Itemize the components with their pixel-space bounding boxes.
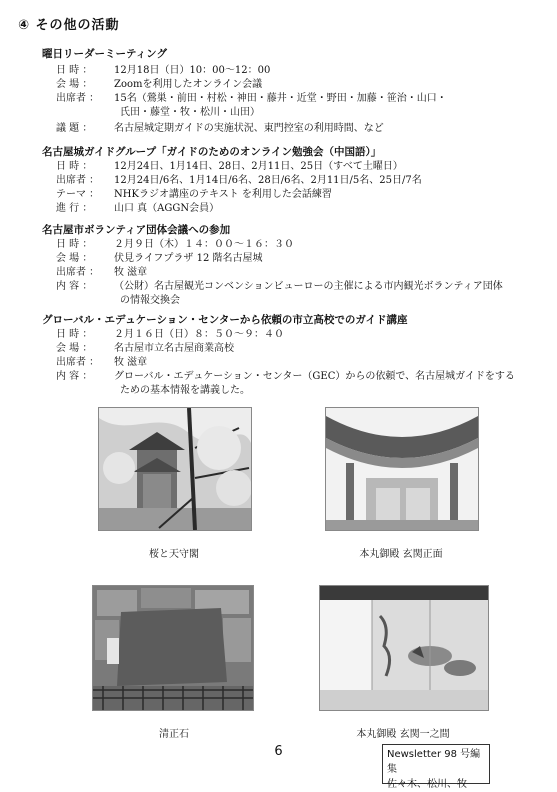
row-value: 名古屋市立名古屋商業高校 xyxy=(114,343,234,354)
editor-credits-line: Newsletter 98 号編集 xyxy=(387,749,481,775)
row-value: （公財）名古屋観光コンベンションビューローの主催による市内観光ボランティア団体 xyxy=(114,281,503,292)
row-label: 議 題 ： xyxy=(56,123,93,134)
photo-kiyomasa-stone xyxy=(92,585,254,711)
row-continuation: ための基本情報を講義した。 xyxy=(120,385,250,396)
row-label: 日 時 ： xyxy=(56,161,93,172)
page-number: 6 xyxy=(274,744,283,759)
section-heading: ④ その他の活動 xyxy=(18,18,120,33)
photo-cherry-castle xyxy=(98,407,252,531)
photo-cherry-castle-image xyxy=(99,408,251,530)
photo-caption: 本丸御殿 玄関一之間 xyxy=(356,729,450,740)
photo-genkan-ichinoma-image xyxy=(320,586,488,710)
row-value: 15名（鶯巣・前田・村松・神田・藤井・近堂・野田・加藤・笹治・山口・ xyxy=(114,93,447,104)
row-label: 出席者 ： xyxy=(56,267,100,278)
photo-caption: 本丸御殿 玄関正面 xyxy=(359,549,443,560)
row-continuation: 氏田・藤堂・牧・松川・山田） xyxy=(120,107,260,118)
section-title-volunteer-meeting: 名古屋市ボランティア団体会議への参加 xyxy=(42,224,231,236)
info-row xyxy=(56,356,147,369)
row-value: 12月18日（日）10：00〜12：00 xyxy=(114,65,271,76)
row-label: 出席者 ： xyxy=(56,175,100,186)
info-row xyxy=(56,238,294,251)
section-title-online-study: 名古屋城ガイドグループ「ガイドのためのオンライン勉強会（中国語）」 xyxy=(42,146,382,158)
info-row xyxy=(56,92,447,105)
photo-palace-entrance xyxy=(325,407,479,531)
info-row xyxy=(56,78,262,91)
editor-credits-names: 佐々木、松川、牧 xyxy=(387,779,467,790)
row-label: テーマ ： xyxy=(56,189,100,200)
info-row xyxy=(56,122,384,135)
row-label: 日 時 ： xyxy=(56,239,93,250)
editor-credits-box xyxy=(382,744,490,790)
section-title-leader-meeting: 曜日リーダーミーティング xyxy=(42,48,167,60)
info-row xyxy=(56,188,332,201)
row-label: 会 場 ： xyxy=(56,253,93,264)
row-continuation: の情報交換会 xyxy=(120,295,180,306)
row-value: 牧 滋章 xyxy=(114,357,148,368)
info-row xyxy=(56,202,219,215)
row-label: 日 時 ： xyxy=(56,329,93,340)
row-value: 12月24日/6名、1月14日/6名、28日/6名、2月11日/5名、25日/7名 xyxy=(114,175,422,186)
photo-kiyomasa-stone-image xyxy=(93,586,253,710)
photo-genkan-ichinoma xyxy=(319,585,489,711)
info-row xyxy=(56,252,262,265)
row-value: 山口 真（AGGN会員） xyxy=(114,203,220,214)
row-value: ２月９日（木）１４：００〜１６：３０ xyxy=(114,239,294,250)
row-label: 内 容 ： xyxy=(56,281,93,292)
info-row xyxy=(56,266,147,279)
row-value: NHKラジオ講座のテキスト を利用した会話練習 xyxy=(114,189,332,200)
row-value: ２月１６日（日）８：５０〜９：４０ xyxy=(114,329,284,340)
photo-caption: 桜と天守閣 xyxy=(149,549,199,560)
info-row xyxy=(56,328,284,341)
row-value: 伏見ライフプラザ 12 階名古屋城 xyxy=(114,253,263,264)
row-label: 進 行 ： xyxy=(56,203,93,214)
info-row xyxy=(56,64,270,77)
info-row xyxy=(56,280,503,293)
row-value: グローバル・エデュケーション・センター（GEC）からの依頼で、名古屋城ガイドをする xyxy=(114,371,515,382)
section-title-gec-lecture: グローバル・エデュケーション・センターから依頼の市立高校でのガイド講座 xyxy=(42,314,408,326)
row-value: Zoomを利用したオンライン会議 xyxy=(114,79,263,90)
row-label: 内 容 ： xyxy=(56,371,93,382)
info-row xyxy=(56,342,234,355)
row-label: 出席者 ： xyxy=(56,93,100,104)
info-row xyxy=(56,160,403,173)
row-value: 12月24日、1月14日、28日、2月11日、25日（すべて土曜日） xyxy=(114,161,403,172)
row-label: 出席者 ： xyxy=(56,357,100,368)
row-label: 会 場 ： xyxy=(56,79,93,90)
photo-palace-entrance-image xyxy=(326,408,478,530)
row-label: 会 場 ： xyxy=(56,343,93,354)
photo-caption: 清正石 xyxy=(159,729,189,740)
row-value: 名古屋城定期ガイドの実施状況、東門控室の利用時間、など xyxy=(114,123,384,134)
info-row xyxy=(56,370,515,383)
info-row xyxy=(56,174,422,187)
row-label: 日 時 ： xyxy=(56,65,93,76)
row-value: 牧 滋章 xyxy=(114,267,148,278)
